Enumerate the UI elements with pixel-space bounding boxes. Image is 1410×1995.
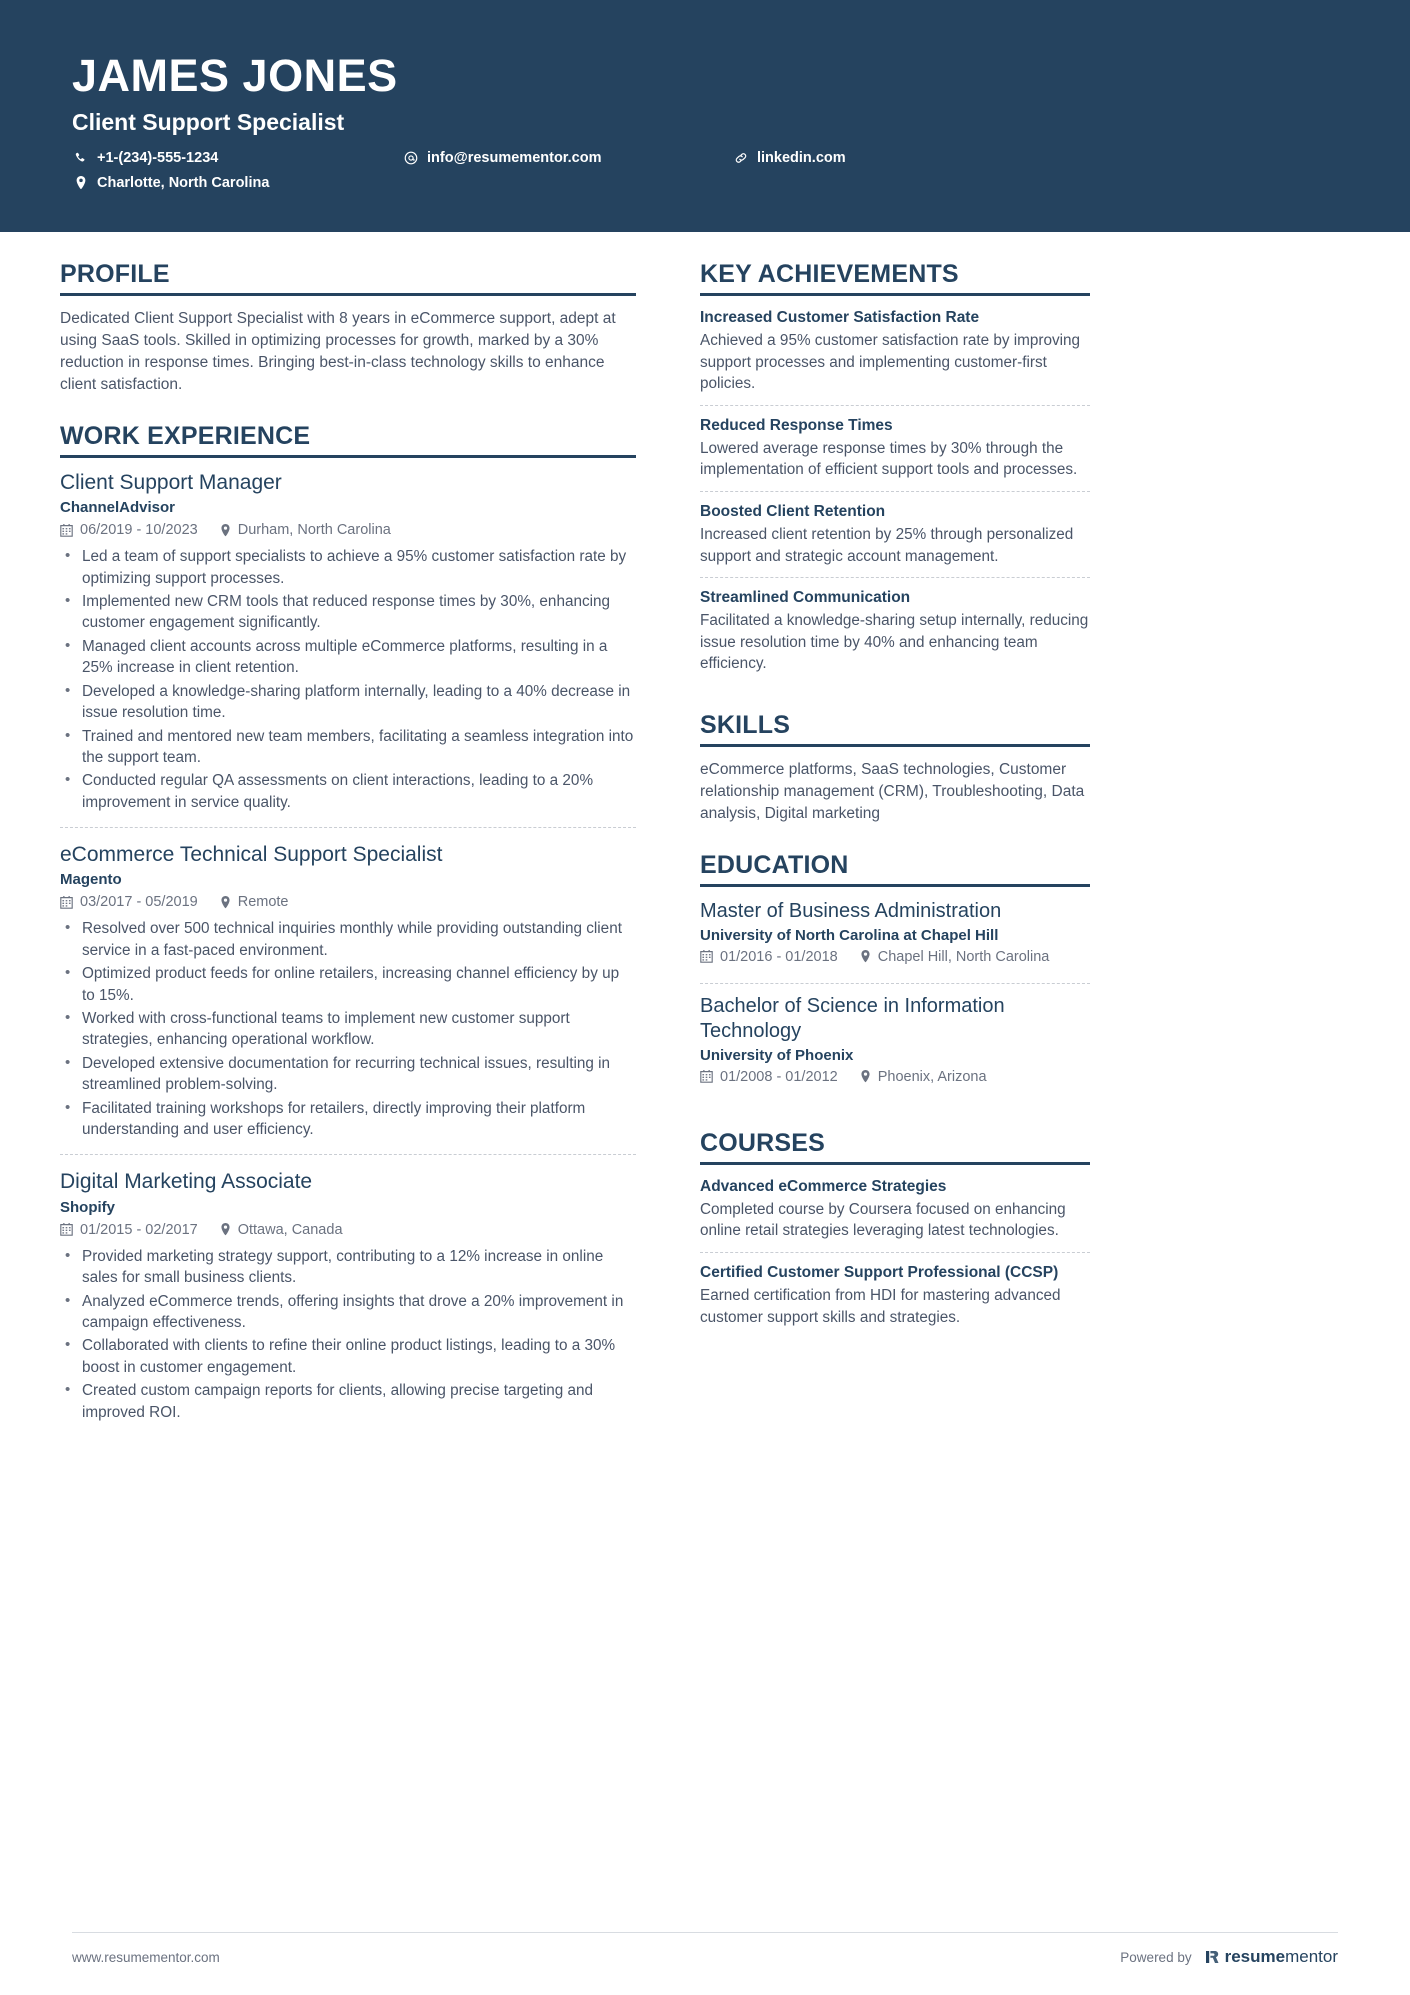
achievements-list: [700, 308, 1090, 685]
job-meta: [60, 522, 636, 538]
job-dates: [60, 522, 198, 538]
education-meta: [700, 1069, 1090, 1085]
work-experience-item: [60, 470, 636, 827]
achievement-title: Increased Customer Satisfaction Rate: [700, 309, 980, 326]
job-bullet: • Worked with cross-functional teams to implement new customer support strategies, enhancing operational workflow.: [60, 1008, 636, 1051]
job-dates: [60, 894, 198, 910]
calendar-icon: [60, 524, 73, 537]
achievement-title: Reduced Response Times: [700, 416, 893, 434]
contact-location-text: Charlotte, North Carolina: [97, 175, 270, 192]
job-bullet: • Conducted regular QA assessments on client interactions, leading to a 20% improvement in service quality.: [60, 770, 636, 813]
map-pin-icon: [220, 524, 231, 537]
education-item: [700, 983, 1090, 1103]
job-bullets: [60, 546, 636, 813]
job-bullet: • Resolved over 500 technical inquiries monthly while providing outstanding client service in a fast-paced environment.: [60, 918, 636, 961]
contact-email[interactable]: [402, 150, 732, 166]
calendar-icon: [700, 950, 713, 963]
achievement-desc: Increased client retention by 25% through personalized support and strategic account management.: [700, 526, 1074, 565]
job-company: Shopify: [60, 1198, 115, 1216]
candidate-name: JAMES JONES: [72, 50, 398, 101]
email-icon: [402, 151, 419, 165]
education-location: [860, 949, 1050, 965]
course-item: [700, 1177, 1090, 1252]
job-bullets: [60, 918, 636, 1140]
job-bullet: • Collaborated with clients to refine their online product listings, leading to a 30% boost in customer engagement.: [60, 1335, 636, 1378]
education-dates: [700, 949, 838, 965]
work-experience-item: [60, 1154, 636, 1437]
education-dates: [700, 1069, 838, 1085]
footer-branding: [1120, 1947, 1338, 1967]
job-company: Magento: [60, 871, 122, 889]
skills-text: eCommerce platforms, SaaS technologies, Customer relationship management (CRM), Troubleshooting, Data analysis, Digital marketing: [700, 760, 1085, 822]
profile-summary-text: Dedicated Client Support Specialist with 8 years in eCommerce support, adept at using SaaS tools. Skilled in optimizing processes for growth, marked by a 30% reduction in response times. Bringing best-in-class technology skills to enhance client satisfaction.: [60, 310, 616, 393]
achievement-title: Boosted Client Retention: [700, 502, 886, 520]
contact-email-text: info@resumementor.com: [427, 150, 602, 167]
education-meta: [700, 949, 1090, 965]
section-heading-work-experience: WORK EXPERIENCE: [60, 422, 636, 458]
job-location: [220, 894, 289, 910]
work-experience-list: [60, 470, 636, 1437]
education-location-text: Phoenix, Arizona: [877, 1068, 987, 1085]
course-desc: Completed course by Coursera focused on enhancing online retail strategies leveraging latest technologies.: [700, 1200, 1066, 1240]
achievement-desc: Lowered average response times by 30% through the implementation of efficient support tools and processes.: [700, 439, 1078, 479]
link-icon: [732, 151, 749, 165]
calendar-icon: [700, 1070, 713, 1083]
education-dates-text: 01/2008 - 01/2012: [720, 1068, 838, 1085]
contact-phone-text: +1-(234)-555-1234: [97, 150, 219, 167]
education-item: [700, 899, 1090, 983]
map-pin-icon: [220, 896, 231, 909]
job-location: [220, 1222, 343, 1238]
map-pin-icon: [220, 1223, 231, 1236]
job-role: eCommerce Technical Support Specialist: [60, 843, 443, 867]
achievement-desc: Achieved a 95% customer satisfaction rate by improving support processes and implementing customer-first policies.: [700, 332, 1081, 393]
section-heading-skills: SKILLS: [700, 711, 1090, 747]
job-bullet: • Optimized product feeds for online retailers, increasing channel efficiency by up to 15%.: [60, 963, 636, 1006]
course-desc: Earned certification from HDI for mastering advanced customer support skills and strategies.: [700, 1287, 1061, 1326]
job-bullet: • Developed a knowledge-sharing platform internally, leading to a 40% decrease in issue resolution time.: [60, 681, 636, 724]
education-degree: Bachelor of Science in Information Technology: [700, 994, 1005, 1042]
job-bullet: • Created custom campaign reports for clients, allowing precise targeting and improved ROI.: [60, 1380, 636, 1423]
courses-list: [700, 1177, 1090, 1338]
map-pin-icon: [860, 950, 871, 963]
education-location-text: Chapel Hill, North Carolina: [877, 948, 1050, 965]
candidate-job-title: Client Support Specialist: [72, 109, 345, 136]
contact-location: [72, 175, 402, 191]
job-dates: [60, 1222, 198, 1238]
course-title: Advanced eCommerce Strategies: [700, 1177, 947, 1195]
calendar-icon: [60, 896, 73, 909]
job-bullet: • Facilitated training workshops for retailers, directly improving their platform understanding and user efficiency.: [60, 1098, 636, 1141]
resume-body: [0, 232, 1410, 1437]
resume-header: [0, 0, 1410, 232]
resumementor-logo[interactable]: [1204, 1947, 1338, 1967]
calendar-icon: [60, 1223, 73, 1236]
job-location-text: Durham, North Carolina: [237, 522, 391, 539]
job-bullets: [60, 1246, 636, 1423]
education-location: [860, 1069, 987, 1085]
contact-linkedin[interactable]: [732, 150, 1062, 166]
job-bullet: • Implemented new CRM tools that reduced response times by 30%, enhancing customer engagement significantly.: [60, 591, 636, 634]
education-dates-text: 01/2016 - 01/2018: [720, 948, 838, 965]
achievement-item: [700, 577, 1090, 685]
map-pin-icon: [860, 1070, 871, 1083]
section-heading-profile: PROFILE: [60, 260, 636, 296]
job-dates-text: 01/2015 - 02/2017: [80, 1221, 198, 1238]
education-list: [700, 899, 1090, 1103]
achievement-item: [700, 405, 1090, 491]
section-heading-courses: COURSES: [700, 1129, 1090, 1165]
achievement-item: [700, 491, 1090, 577]
left-column: [60, 260, 660, 1437]
course-item: [700, 1252, 1090, 1338]
contact-linkedin-text: linkedin.com: [757, 150, 846, 167]
achievement-title: Streamlined Communication: [700, 588, 911, 606]
section-heading-education: EDUCATION: [700, 851, 1090, 887]
job-bullet: • Led a team of support specialists to achieve a 95% customer satisfaction rate by optimizing support processes.: [60, 546, 636, 589]
powered-by-label: Powered by: [1120, 1949, 1192, 1965]
job-role: Client Support Manager: [60, 471, 282, 494]
job-location-text: Ottawa, Canada: [237, 1221, 343, 1238]
achievement-item: [700, 308, 1090, 405]
education-degree: Master of Business Administration: [700, 899, 1002, 922]
brand-name-first: resume: [1224, 1947, 1286, 1966]
education-school: University of North Carolina at Chapel Hill: [700, 926, 999, 944]
contact-info: [72, 150, 1072, 200]
job-meta: [60, 894, 636, 910]
footer-website-url[interactable]: www.resumementor.com: [72, 1949, 220, 1965]
job-bullet: • Trained and mentored new team members, facilitating a seamless integration into the support team.: [60, 726, 636, 769]
job-bullet: • Provided marketing strategy support, contributing to a 12% increase in online sales for small business clients.: [60, 1246, 636, 1289]
job-dates-text: 03/2017 - 05/2019: [80, 894, 198, 911]
job-bullet: • Developed extensive documentation for recurring technical issues, resulting in streamlined problem-solving.: [60, 1053, 636, 1096]
contact-phone[interactable]: [72, 150, 402, 166]
work-experience-item: [60, 827, 636, 1154]
job-company: ChannelAdvisor: [60, 499, 176, 517]
job-bullet: • Managed client accounts across multiple eCommerce platforms, resulting in a 25% increase in client retention.: [60, 636, 636, 679]
achievement-desc: Facilitated a knowledge-sharing setup internally, reducing issue resolution time by 40% and enhancing team efficiency.: [700, 612, 1089, 673]
map-pin-icon: [72, 176, 89, 190]
course-title: Certified Customer Support Professional (CCSP): [700, 1263, 1059, 1281]
phone-icon: [72, 152, 89, 165]
job-location: [220, 522, 391, 538]
resume-footer: [0, 1932, 1410, 1995]
education-school: University of Phoenix: [700, 1046, 854, 1064]
section-heading-key-achievements: KEY ACHIEVEMENTS: [700, 260, 1090, 296]
job-meta: [60, 1222, 636, 1238]
brand-name-second: mentor: [1285, 1947, 1338, 1966]
job-dates-text: 06/2019 - 10/2023: [80, 522, 198, 539]
job-location-text: Remote: [237, 894, 289, 911]
resumementor-mark-icon: [1204, 1949, 1220, 1965]
right-column: [700, 260, 1090, 1338]
job-bullet: • Analyzed eCommerce trends, offering insights that drove a 20% improvement in campaign effectiveness.: [60, 1291, 636, 1334]
job-role: Digital Marketing Associate: [60, 1170, 313, 1194]
